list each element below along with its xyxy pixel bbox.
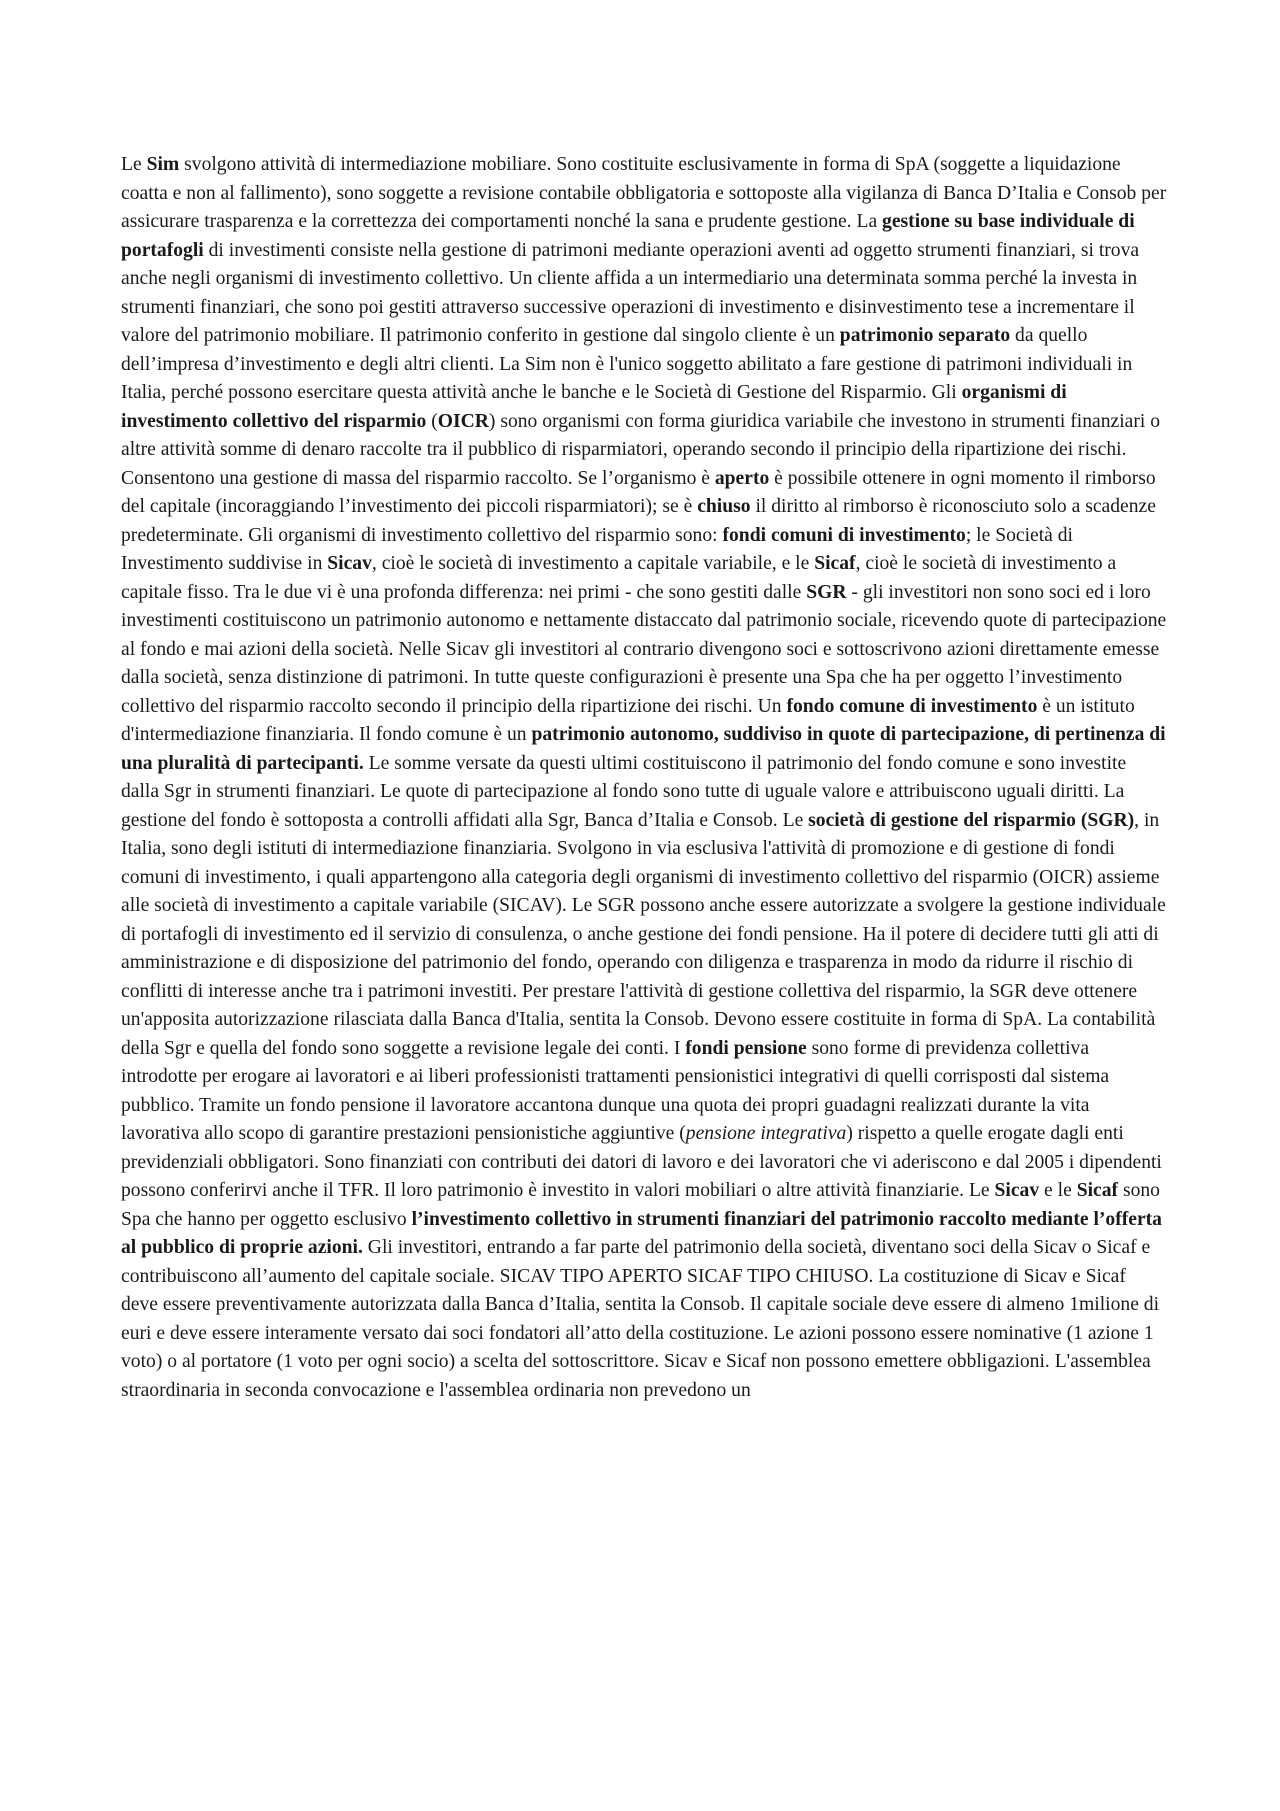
- text-run: , cioè le società di investimento a capitale fisso. Tra le due vi è una profonda differenza: nei primi - che sono gestiti dalle: [121, 553, 1117, 603]
- bold-term: fondo comune di investimento: [786, 695, 1038, 717]
- bold-term: patrimonio autonomo, suddiviso in quote di partecipazione, di pertinenza di una pluralità di partecipanti.: [121, 724, 1166, 774]
- text-run: svolgono attività di intermediazione mobiliare. Sono costituite esclusivamente in forma di SpA (soggette a liquidazione coatta e non al fallimento), sono soggette a revisione contabile obbligatoria e sottoposte alla vigilanza di Banca D’Italia e Consob per assicurare trasparenza e la correttezza dei comportamenti nonché la sana e prudente gestione. La: [121, 154, 1167, 232]
- text-run: Gli investitori, entrando a far parte del patrimonio della società, diventano soci della Sicav o Sicaf e contribuiscono all’aumento del capitale sociale. SICAV TIPO APERTO SICAF TIPO CHIUSO. La costituzione di Sicav e Sicaf deve essere preventivamente autorizzata dalla Banca d’Italia, sentita la Consob. Il capitale sociale deve essere di almeno 1milione di euri e deve essere interamente versato dai soci fondatori all’atto della costituzione. Le azioni possono essere nominative (1 azione 1 voto) o al portatore (1 voto per ogni socio) a scelta del sottoscrittore. Sicav e Sicaf non possono emettere obbligazioni. L'assemblea straordinaria in seconda convocazione e l'assemblea ordinaria non prevedono un: [121, 1237, 1160, 1401]
- bold-term: Sicav: [994, 1180, 1040, 1201]
- bold-term: gestione su base individuale di portafogli: [121, 211, 1135, 261]
- bold-term: l’investimento collettivo in strumenti finanziari del patrimonio raccolto mediante l’offerta al pubblico di proprie azioni.: [121, 1208, 1162, 1258]
- bold-term: chiuso: [697, 496, 751, 517]
- text-run: (: [426, 410, 438, 432]
- text-run: , in Italia, sono degli istituti di intermediazione finanziaria. Svolgono in via esclusiva l'attività di promozione e di gestione di fondi comuni di investimento, i quali appartengono alla categoria degli organismi di investimento collettivo del risparmio (OICR) assieme alle società di investimento a capitale variabile (SICAV). Le SGR possono anche essere autorizzate a svolgere la gestione individuale di portafogli di investimento ed il servizio di consulenza, o anche gestione dei fondi pensione. Ha il potere di decidere tutti gli atti di amministrazione e di disposizione del patrimonio del fondo, operando con diligenza e trasparenza in modo da ridurre il rischio di conflitti di interesse anche tra i patrimoni investiti. Per prestare l'attività di gestione collettiva del risparmio, la SGR deve ottenere un'apposita autorizzazione rilasciata dalla Banca d'Italia, sentita la Consob. Devono essere costituite in forma di SpA. La contabilità della Sgr e quella del fondo sono soggette a revisione legale dei conti. I: [121, 809, 1166, 1059]
- text-run: , cioè le società di investimento a capitale variabile, e le: [371, 553, 815, 574]
- body-paragraph: [121, 151, 1167, 1405]
- text-run: ) sono organismi con forma giuridica variabile che investono in strumenti finanziari o altre attività somme di denaro raccolte tra il pubblico di risparmiatori, operando secondo il principio della ripartizione dei rischi. Consentono una gestione di massa del risparmio raccolto. Se l’organismo è: [121, 410, 1160, 489]
- bold-term: Sicav: [327, 553, 372, 574]
- text-run: ) rispetto a quelle erogate dagli enti previdenziali obbligatori. Sono finanziati con contributi dei datori di lavoro e dei lavoratori che vi aderiscono e dal 2005 i dipendenti possono conferirvi anche il TFR. Il loro patrimonio è investito in valori mobiliari o altre attività finanziarie. Le: [121, 1123, 1162, 1201]
- bold-term: organismi di investimento collettivo del risparmio: [121, 382, 1067, 432]
- italic-term: pensione integrativa: [685, 1123, 847, 1144]
- text-run: - gli investitori non sono soci ed i loro investimenti costituiscono un patrimonio autonomo e nettamente distaccato dal patrimonio sociale, ricevendo quote di partecipazione al fondo e mai azioni della società. Nelle Sicav gli investitori al contrario divengono soci e sottoscrivono azioni direttamente emesse dalla società, senza distinzione di patrimoni. In tutte queste configurazioni è presente una Spa che ha per oggetto l’investimento collettivo del risparmio raccolto secondo il principio della ripartizione dei rischi. Un: [121, 581, 1167, 717]
- text-run: sono Spa che hanno per oggetto esclusivo: [121, 1180, 1160, 1230]
- text-run: ; le Società di Investimento suddivise in: [121, 524, 1074, 574]
- text-run: Le somme versate da questi ultimi costituiscono il patrimonio del fondo comune e sono investite dalla Sgr in strumenti finanziari. Le quote di partecipazione al fondo sono tutte di uguale valore e attribuiscono uguali diritti. La gestione del fondo è sottoposta a controlli affidati alla Sgr, Banca d’Italia e Consob. Le: [121, 752, 1127, 831]
- bold-term: Sicaf: [814, 553, 856, 574]
- text-run: il diritto al rimborso è riconosciuto solo a scadenze predeterminate. Gli organismi di investimento collettivo del risparmio sono:: [121, 496, 1156, 546]
- text-run: è un istituto d'intermediazione finanziaria. Il fondo comune è un: [121, 695, 1135, 745]
- text-run: è possibile ottenere in ogni momento il rimborso del capitale (incoraggiando l’investimento dei piccoli risparmiatori); se è: [121, 467, 1156, 517]
- bold-term: Sim: [146, 154, 180, 175]
- bold-term: società di gestione del risparmio (SGR): [808, 809, 1135, 831]
- bold-term: patrimonio separato: [839, 325, 1011, 346]
- text-run: e le: [1039, 1180, 1077, 1201]
- bold-term: fondi comuni di investimento: [722, 524, 966, 546]
- text-run: da quello dell’impresa d’investimento e degli altri clienti. La Sim non è l'unico soggetto abilitato a fare gestione di patrimoni individuali in Italia, perché possono esercitare questa attività anche le banche e le Società di Gestione del Risparmio. Gli: [121, 325, 1133, 403]
- bold-term: OICR: [437, 410, 489, 432]
- text-run: di investimenti consiste nella gestione di patrimoni mediante operazioni aventi ad oggetto strumenti finanziari, si trova anche negli organismi di investimento collettivo. Un cliente affida a un intermediario una determinata somma perché la investa in strumenti finanziari, che sono poi gestiti attraverso successive operazioni di investimento e disinvestimento tese a incrementare il valore del patrimonio mobiliare. Il patrimonio conferito in gestione dal singolo cliente è un: [121, 239, 1140, 346]
- bold-term: fondi pensione: [685, 1037, 807, 1059]
- bold-term: Sicaf: [1076, 1180, 1119, 1201]
- bold-term: aperto: [714, 467, 770, 489]
- bold-term: SGR: [806, 581, 847, 603]
- document-page: [121, 151, 1167, 1405]
- text-run: Le: [121, 154, 147, 175]
- text-run: sono forme di previdenza collettiva introdotte per erogare ai lavoratori e ai liberi professionisti trattamenti pensionistici integrativi di quelli corrisposti dal sistema pubblico. Tramite un fondo pensione il lavoratore accantona dunque una quota dei propri guadagni realizzati durante la vita lavorativa allo scopo di garantire prestazioni pensionistiche aggiuntive (: [121, 1037, 1110, 1144]
